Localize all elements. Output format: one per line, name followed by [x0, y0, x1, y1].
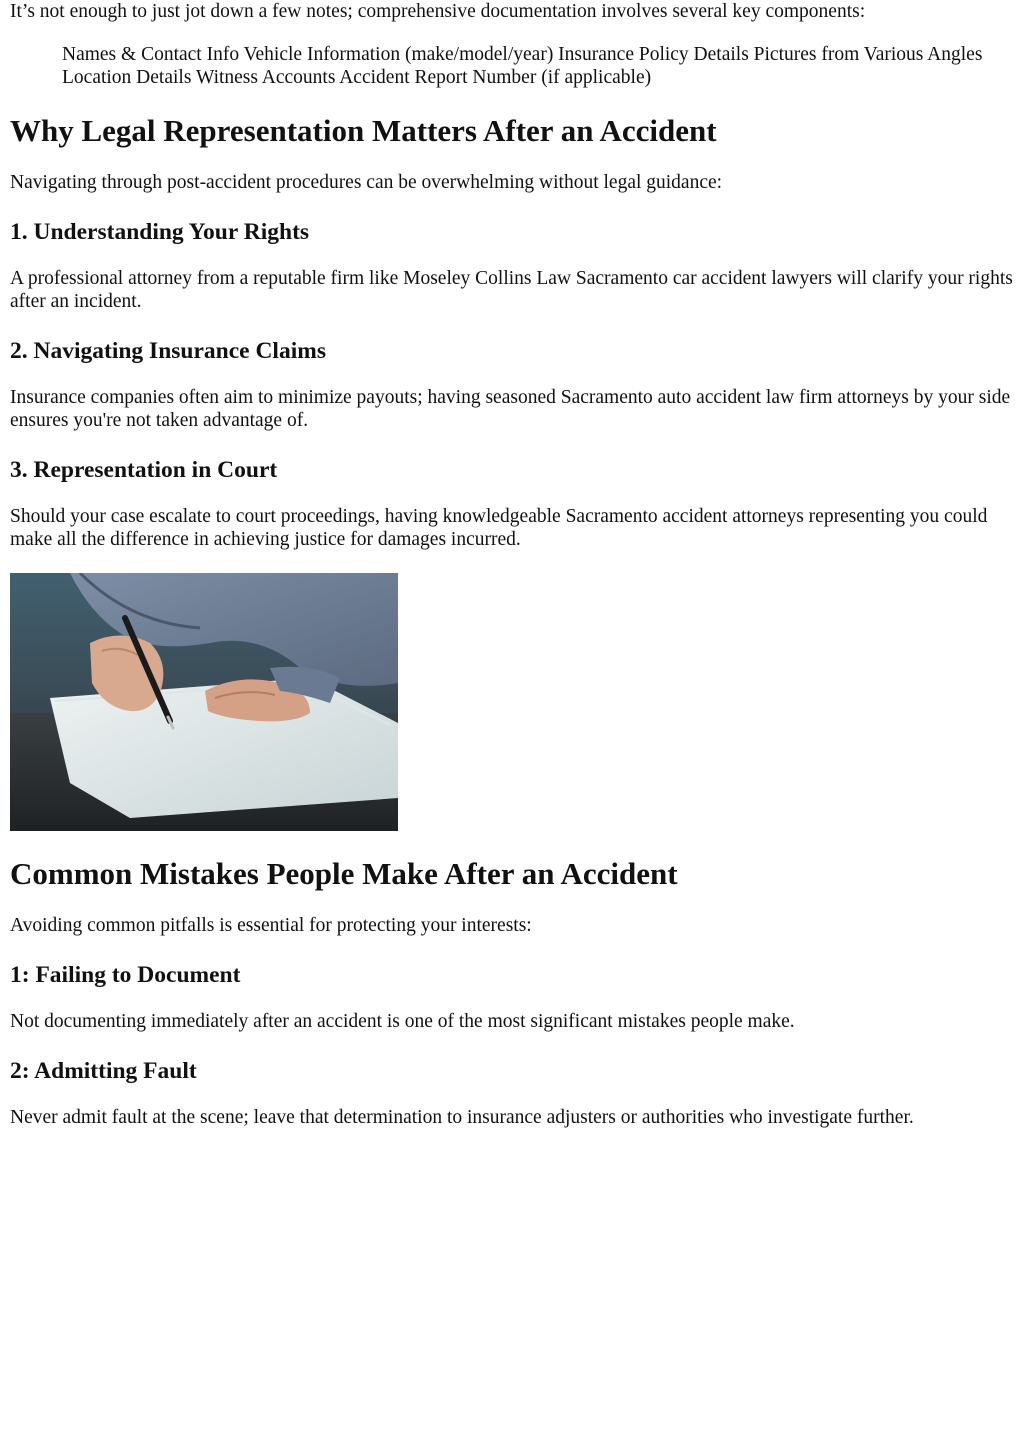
section-heading-mistakes: Common Mistakes People Make After an Accident [10, 856, 678, 891]
section-heading-legal: Why Legal Representation Matters After an Accident [10, 113, 717, 148]
signing-document-illustration [10, 573, 398, 831]
subheading-understanding-rights: 1. Understanding Your Rights [10, 219, 310, 245]
paragraph-court-representation: Should your case escalate to court proceedings, having knowledgeable Sacramento accident attorneys representing you could make all the difference in achieving justice for damages incurred. [10, 506, 988, 550]
subheading-failing-to-document: 1: Failing to Document [10, 962, 241, 988]
section-lead-mistakes: Avoiding common pitfalls is essential for protecting your interests: [10, 915, 532, 936]
intro-paragraph: It’s not enough to just jot down a few notes; comprehensive documentation involves several key components: [10, 1, 866, 22]
subheading-admitting-fault: 2: Admitting Fault [10, 1058, 197, 1084]
signing-document-photo [10, 573, 398, 831]
section-lead-legal: Navigating through post-accident procedures can be overwhelming without legal guidance: [10, 172, 723, 193]
paragraph-insurance-claims: Insurance companies often aim to minimize payouts; having seasoned Sacramento auto accident law firm attorneys by your side ensures you're not taken advantage of. [10, 387, 1011, 431]
paragraph-understanding-rights: A professional attorney from a reputable firm like Moseley Collins Law Sacramento car accident lawyers will clarify your rights after an incident. [10, 268, 1013, 312]
components-list: Names & Contact Info Vehicle Information (make/model/year) Insurance Policy Details Pictures from Various Angles Location Details Witness Accounts Accident Report Number (if applicable) [62, 44, 983, 88]
paragraph-failing-to-document: Not documenting immediately after an accident is one of the most significant mistakes people make. [10, 1011, 795, 1032]
subheading-insurance-claims: 2. Navigating Insurance Claims [10, 338, 326, 364]
subheading-court-representation: 3. Representation in Court [10, 457, 278, 483]
paragraph-admitting-fault: Never admit fault at the scene; leave that determination to insurance adjusters or authorities who investigate further. [10, 1107, 914, 1128]
